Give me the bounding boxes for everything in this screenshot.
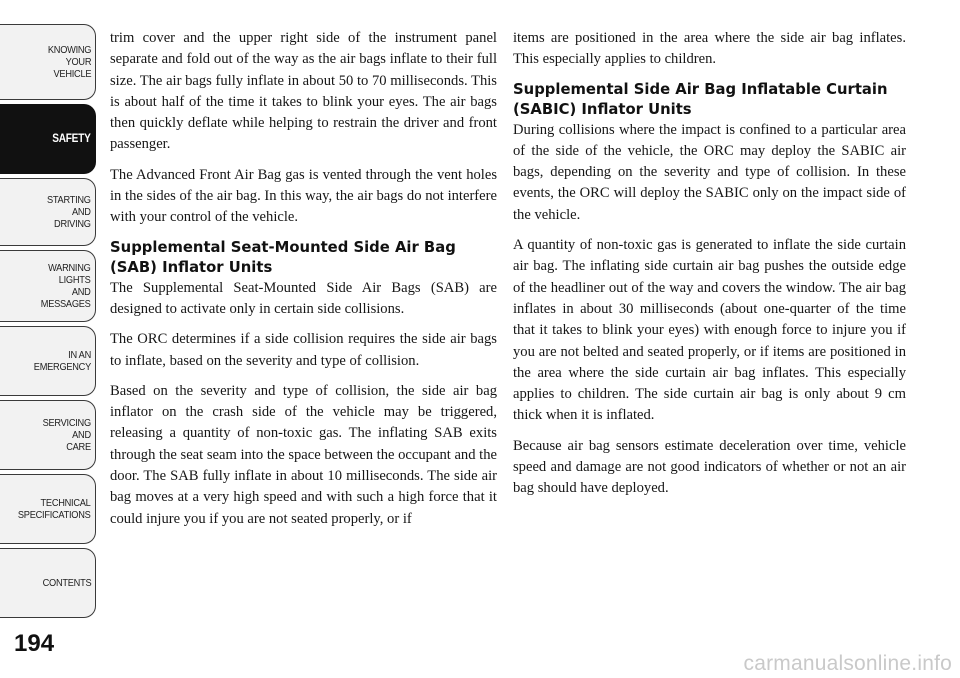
tab-knowing-your-vehicle[interactable] [0,24,96,100]
tab-label: STARTING AND DRIVING [47,194,91,230]
paragraph: The Supplemental Seat-Mounted Side Air Bags (SAB) are designed to activate only in certain side collisions. [110,279,497,317]
section-heading: Supplemental Side Air Bag Inflatable Curtain (SABIC) Inflator Units [513,80,888,118]
paragraph: Because air bag sensors estimate deceleration over time, vehicle speed and damage are not good indicators of whether or not an air bag should have deployed. [513,437,906,497]
paragraph: trim cover and the upper right side of the instrument panel separate and fold out of the way as the air bags inflate to their full size. The air bags fully inflate in about 50 to 70 milliseconds. This is about half of the time it takes to blink your eyes. The air bags then quickly deflate while helping to restrain the driver and front passenger. [110,30,497,153]
section-heading: Supplemental Seat-Mounted Side Air Bag (SAB) Inflator Units [110,238,456,276]
tab-label: CONTENTS [42,577,91,589]
paragraph: Based on the severity and type of collision, the side air bag inflator on the crash side of the vehicle may be triggered, releasing a quantity of non-toxic gas. The inflating SAB exits through the seat seam into the space between the occupant and the door. The SAB fully inflate in about 10 milliseconds. The side air bag moves at a very high speed and with such a high force that it could injure you if you are not seated properly, or if [110,382,497,527]
paragraph: The ORC determines if a side collision requires the side air bags to inflate, based on the severity and type of collision. [110,331,497,369]
tab-starting-and-driving[interactable] [0,178,96,246]
tab-safety[interactable] [0,104,96,174]
paragraph: During collisions where the impact is confined to a particular area of the side of the vehicle, the ORC may deploy the SABIC air bags, depending on the severity and type of collision. In these events, the ORC will deploy the SABIC only on the impact side of the vehicle. [513,121,906,223]
tab-technical-specifications[interactable] [0,474,96,544]
tab-warning-lights-and-messages[interactable] [0,250,96,322]
right-column [513,28,906,509]
tab-label: SERVICING AND CARE [42,417,91,453]
tab-contents[interactable] [0,548,96,618]
tab-label: TECHNICAL SPECIFICATIONS [18,497,91,521]
paragraph: The Advanced Front Air Bag gas is vented through the vent holes in the sides of the air bag. In this way, the air bags do not interfere with your control of the vehicle. [110,166,497,226]
paragraph: A quantity of non-toxic gas is generated to inflate the side curtain air bag. The inflating side curtain air bag pushes the outside edge of the headliner out of the way and covers the window. The air bag inflates in about 30 milliseconds (about one-quarter of the time that it takes to blink your eyes) with enough force to injure you if you are not belted and seated properly, or if items are positioned in the area where the side curtain air bag inflates. This especially applies to children. The side curtain air bag is only about 9 cm thick when it is inflated. [513,237,906,424]
left-column [110,28,497,539]
tab-servicing-and-care[interactable] [0,400,96,470]
tab-label: SAFETY [52,133,91,145]
tab-label: KNOWING YOUR VEHICLE [47,44,91,80]
page-number: 194 [14,630,55,657]
watermark: carmanualsonline.info [743,652,952,675]
tab-in-an-emergency[interactable] [0,326,96,396]
paragraph: items are positioned in the area where the side air bag inflates. This especially applies to children. [513,30,906,68]
tab-label: WARNING LIGHTS AND MESSAGES [41,262,91,310]
tab-label: IN AN EMERGENCY [33,349,91,373]
